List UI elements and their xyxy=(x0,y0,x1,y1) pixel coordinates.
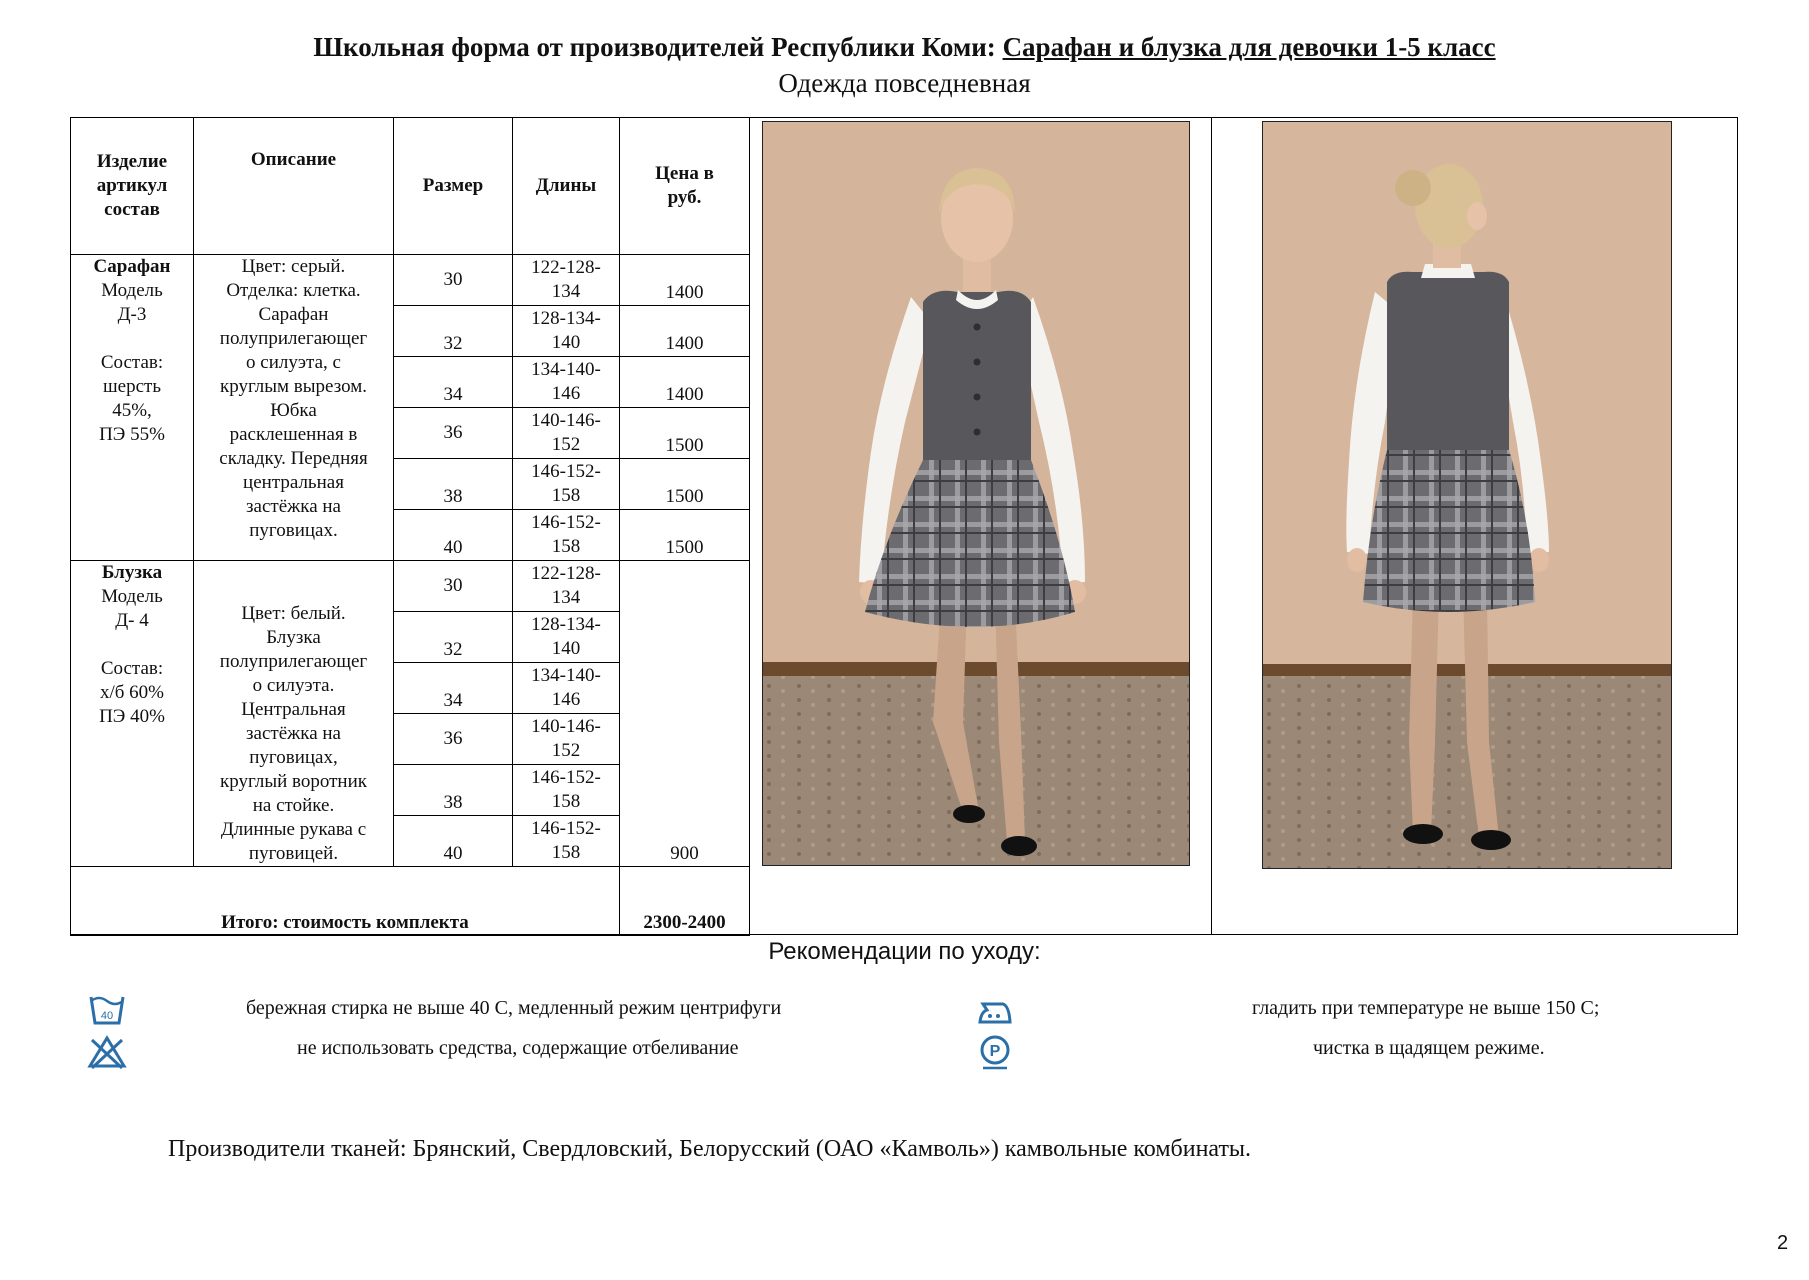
care-wash-text: бережная стирка не выше 40 С, медленный режим центрифуги xyxy=(246,997,782,1019)
lengths-cell: 146-152- 158 xyxy=(513,510,620,561)
lengths-cell: 140-146- 152 xyxy=(513,408,620,459)
svg-text:40: 40 xyxy=(100,1010,114,1022)
lengths-cell: 134-140- 146 xyxy=(513,357,620,408)
header-lengths: Длины xyxy=(513,118,620,255)
lengths-cell: 134-140- 146 xyxy=(513,663,620,714)
product-photo-back xyxy=(1262,121,1672,869)
total-row xyxy=(71,867,750,936)
table-row xyxy=(71,255,750,306)
fabric-producers-note: Производители тканей: Брянский, Свердловский, Белорусский (ОАО «Камволь») камвольные комбинаты. xyxy=(168,1136,1252,1162)
professional-clean-icon xyxy=(977,1034,1013,1070)
wash-40-icon xyxy=(88,993,126,1027)
lengths-cell: 122-128- 134 xyxy=(513,561,620,612)
title-main: Школьная форма от производителей Республики Коми: xyxy=(313,32,1003,62)
size-cell: 32 xyxy=(394,612,513,663)
care-title: Рекомендации по уходу: xyxy=(768,938,1041,965)
care-clean-text: чистка в щадящем режиме. xyxy=(1313,1037,1545,1059)
table-row xyxy=(71,561,750,612)
title-product-link: Сарафан и блузка для девочки 1-5 класс xyxy=(1002,32,1496,62)
blouse-price-cell: 900 xyxy=(620,561,750,867)
spec-table xyxy=(70,117,750,936)
size-cell: 40 xyxy=(394,510,513,561)
price-cell: 1400 xyxy=(620,357,750,408)
sarafan-item-cell: Сарафан Модель Д-3 Состав: шерсть 45%, ПЭ 55% xyxy=(71,255,194,561)
size-cell: 30 xyxy=(394,255,513,306)
total-value: 2300-2400 xyxy=(620,867,750,936)
lengths-cell: 146-152- 158 xyxy=(513,765,620,816)
photo-front-illustration xyxy=(763,122,1189,865)
table-header-row xyxy=(71,118,750,255)
no-bleach-icon xyxy=(86,1034,128,1070)
lengths-cell: 128-134- 140 xyxy=(513,306,620,357)
product-photo-front xyxy=(762,121,1190,866)
header-item: Изделие артикул состав xyxy=(71,118,194,255)
header-description: Описание xyxy=(194,118,394,255)
care-bleach-text: не использовать средства, содержащие отбеливание xyxy=(297,1037,739,1059)
lengths-cell: 122-128- 134 xyxy=(513,255,620,306)
divider xyxy=(1211,117,1212,935)
size-cell: 30 xyxy=(394,561,513,612)
blouse-item-cell: Блузка Модель Д- 4 Состав: х/б 60% ПЭ 40% xyxy=(71,561,194,867)
care-iron-text: гладить при температуре не выше 150 С; xyxy=(1252,997,1600,1019)
price-cell: 1400 xyxy=(620,255,750,306)
price-cell: 1500 xyxy=(620,459,750,510)
lengths-cell: 146-152- 158 xyxy=(513,816,620,867)
header-price: Цена в руб. xyxy=(620,118,750,255)
size-cell: 38 xyxy=(394,765,513,816)
total-label: Итого: стоимость комплекта xyxy=(71,867,620,936)
photo-back-illustration xyxy=(1263,122,1671,868)
size-cell: 32 xyxy=(394,306,513,357)
size-cell: 40 xyxy=(394,816,513,867)
page-number: 2 xyxy=(1777,1232,1789,1254)
page-title xyxy=(0,32,1809,63)
iron-icon xyxy=(977,996,1013,1026)
lengths-cell: 128-134- 140 xyxy=(513,612,620,663)
price-cell: 1500 xyxy=(620,408,750,459)
page-subtitle: Одежда повседневная xyxy=(778,68,1031,98)
svg-text:P: P xyxy=(989,1043,1001,1060)
size-cell: 34 xyxy=(394,357,513,408)
blouse-description-cell: Цвет: белый. Блузка полуприлегающег о силуэта. Центральная застёжка на пуговицах, круглый воротник на стойке. Длинные рукава с пуговицей. xyxy=(194,561,394,867)
size-cell: 34 xyxy=(394,663,513,714)
lengths-cell: 146-152- 158 xyxy=(513,459,620,510)
sarafan-description-cell: Цвет: серый. Отделка: клетка. Сарафан полуприлегающег о силуэта, с круглым вырезом. Юбка расклешенная в складку. Передняя центральная застёжка на пуговицах. xyxy=(194,255,394,561)
lengths-cell: 140-146- 152 xyxy=(513,714,620,765)
header-size: Размер xyxy=(394,118,513,255)
size-cell: 38 xyxy=(394,459,513,510)
price-cell: 1500 xyxy=(620,510,750,561)
price-cell: 1400 xyxy=(620,306,750,357)
size-cell: 36 xyxy=(394,714,513,765)
size-cell: 36 xyxy=(394,408,513,459)
